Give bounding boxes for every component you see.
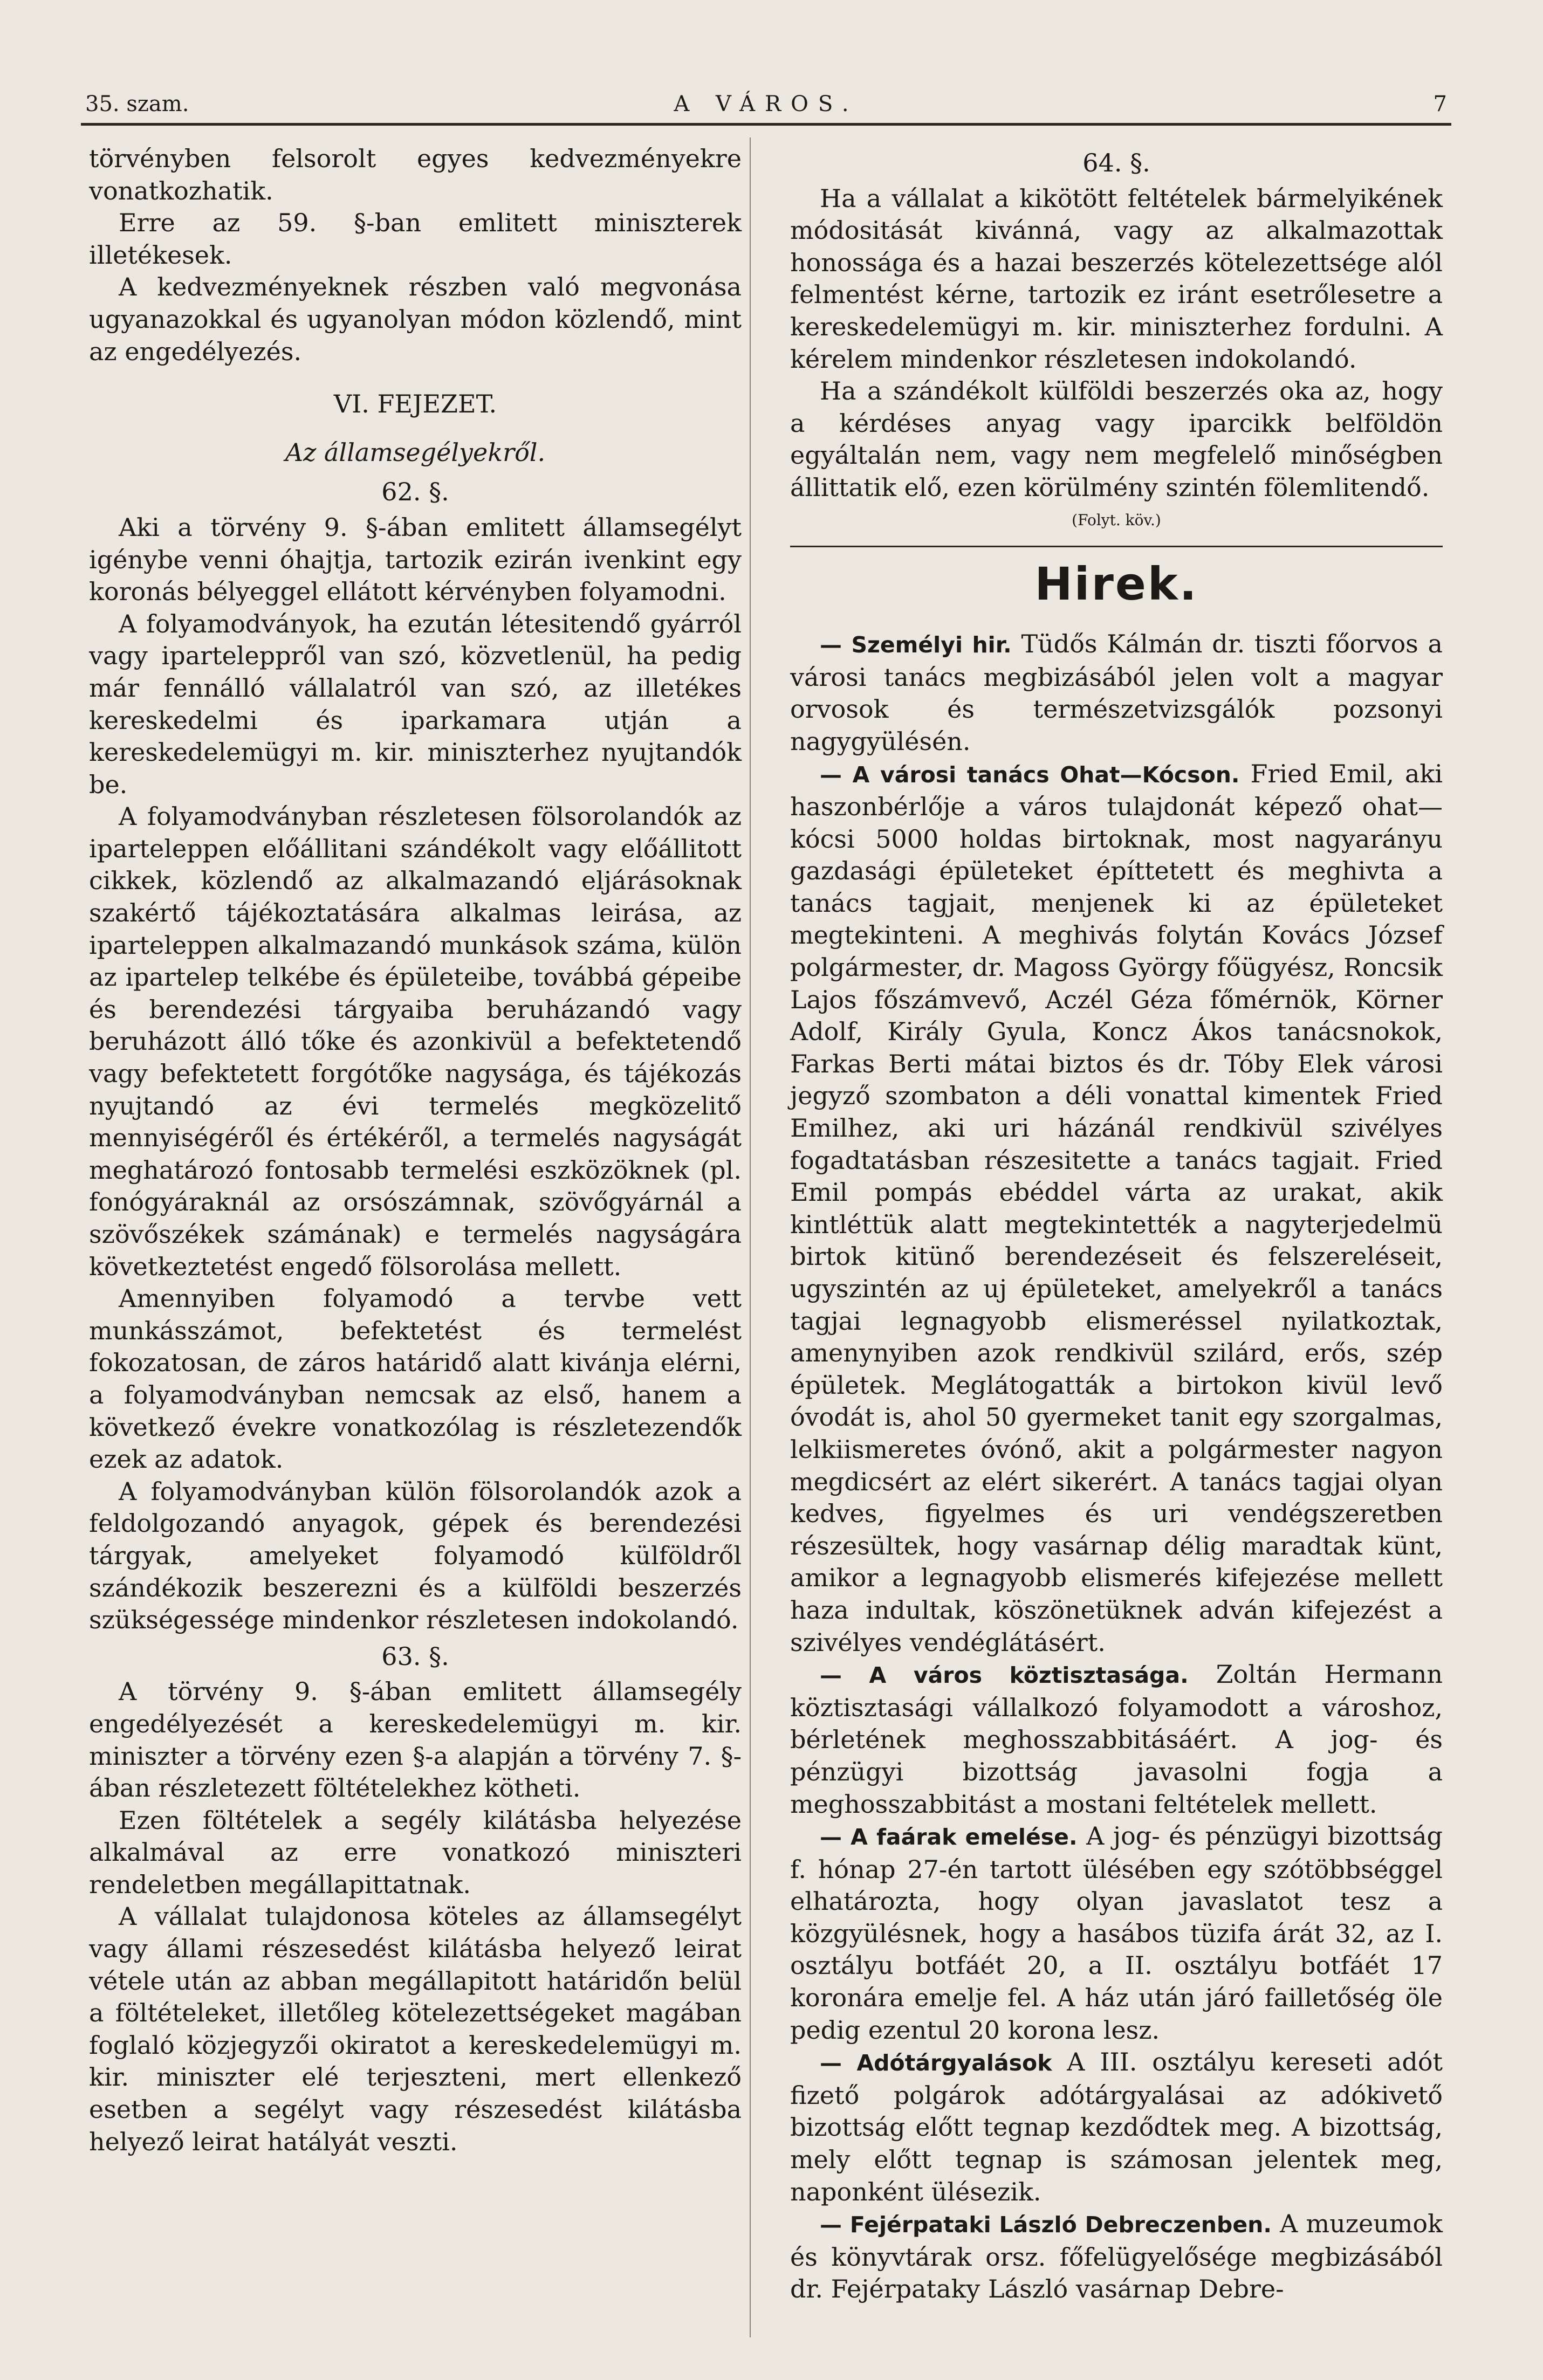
news-text: Tüdős Kálmán dr. tiszti főorvos a városi tanács megbizásából jelen volt a magyar orvosok és természetvizsgálók pozsonyi nagygyülésén. — [790, 629, 1443, 756]
news-lead: — A városi tanács Ohat—Kócson. — [820, 761, 1240, 788]
paragraph: A kedvezményeknek részben való megvonása ugyanazokkal és ugyanolyan módon közlendő, mint az engedélyezés. — [89, 272, 742, 366]
news-text: Fried Emil, aki haszonbérlője a város tulajdonát képező ohat—kócsi 5000 holdas birtoknak, most nagyarányu gazdasági épületeket építtetett és meghivta a tanács tagjait, menjenek ki az épületeket megtekinteni. A meghivás folytán Kovács József polgármester, dr. Magoss György főügyész, Roncsik Lajos főszámvevő, Aczél Géza főmérnök, Körner Adolf, Király Gyula, Koncz Ákos tanácsnokok, Farkas Berti mátai biztos és dr. Tóby Elek városi jegyző szombaton a déli vonattal kimentek Fried Emilhez, aki uri házánál rendkivül szivélyes fogadtatásban részesitette a tanács tagjait. Fried Emil pompás ebéddel várta az urakat, akik kintléttük alatt megtekintették a nagyterjedelmü birtok kitünő berendezéseit és felszereléseit, ugyszintén az uj épületeket, amelyekről a tanács tagjai legnagyobb elismeréssel nyilatkoztak, amenynyiben azok rendkivül szilárd, erős, szép épületek. Meglátogatták a birtokon kivül levő óvodát is, ahol 50 gyermeket tanit egy szorgalmas, lelkiismeretes óvónő, akit a polgármester nagyon megdicsért az elért sikerért. A tanács tagjai olyan kedves, figyelmes és uri vendégszeretben részesültek, hogy vasárnap délig maradtak künt, amikor a legnagyobb elismerés kifejezése mellett haza indultak, köszönetüknek adván kifejezést a szivélyes vendéglátásért. — [790, 759, 1443, 1657]
news-item — [790, 1820, 1443, 2046]
news-text: A jog- és pénzügyi bizottság f. hónap 27-én tartott ülésében egy szótöbbséggel elhatározta, hogy olyan javaslatot tesz a közgyülésnek, hogy a hasábos tüzifa árát 32, az I. osztályu botfáét 20, a II. osztályu botfáét 17 koronára emelje fel. A ház után járó failletőség öle pedig ezentul 20 korona lesz. — [790, 1821, 1443, 2045]
paragraph: A törvény 9. §-ában emlitett államsegély engedélyezését a kereskedelemügyi m. kir. miniszter a törvény ezen §-a alapján a törvény 7. §-ában részletezett föltételekhez kötheti. — [89, 1677, 742, 1803]
news-item — [790, 2208, 1443, 2306]
news-lead: — Adótárgyalások — [820, 2050, 1052, 2076]
news-text: Zoltán Hermann köztisztasági vállalkozó folyamodott a városhoz, bérletének meghosszabbitásáért. A jog- és pénzügyi bizottság javasolni fogja a meghosszabbitást a mostani feltételek mellett. — [790, 1660, 1443, 1819]
news-text: A muzeumok és könyvtárak orsz. főfelügyelősége megbizásából dr. Fejérpataky László vasárnap Debre- — [790, 2209, 1443, 2304]
newspaper-title: A VÁROS. — [674, 92, 859, 116]
paragraph: Amennyiben folyamodó a tervbe vett munkásszámot, befektetést és termelést fokozatosan, de záros határidő alatt kivánja elérni, a folyamodványban nemcsak az első, hanem a következő évekre vonatkozólag is részletezendők ezek az adatok. — [89, 1284, 742, 1474]
news-text: A III. osztályu kereseti adót fizető polgárok adótárgyalásai az adókivető bizottság előtt tegnap kezdődtek meg. A bizottság, mely előtt tegnap is számosan jelentek meg, naponként ülésezik. — [790, 2047, 1443, 2206]
chapter-heading: VI. FEJEZET. — [333, 389, 497, 419]
news-item — [790, 1659, 1443, 1820]
news-lead: — A város köztisztasága. — [820, 1662, 1189, 1689]
paragraph: Ezen föltételek a segély kilátásba helyezése alkalmával az erre vonatkozó miniszteri rendeletben megállapittatnak. — [89, 1805, 742, 1899]
continued-note: (Folyt. köv.) — [1072, 511, 1161, 529]
section-heading: 62. §. — [381, 477, 449, 507]
page-number: 7 — [1433, 92, 1447, 116]
news-lead: — A faárak emelése. — [820, 1824, 1078, 1851]
paragraph: Aki a törvény 9. §-ában emlitett államsegélyt igénybe venni óhajtja, tartozik ezirán ivenkint egy koronás bélyeggel ellátott kérvényben folyamodni. — [89, 512, 742, 607]
left-column — [89, 143, 742, 2158]
paragraph: törvényben felsorolt egyes kedvezményekre vonatkozhatik. — [89, 144, 742, 205]
page-header — [81, 92, 1451, 124]
news-lead: — Fejérpataki László Debreczenben. — [820, 2212, 1272, 2238]
news-item — [790, 2046, 1443, 2208]
paragraph: Ha a szándékolt külföldi beszerzés oka az, hogy a kérdéses anyag vagy iparcikk belföldön egyáltalán nem, vagy nem megfelelő minőségben állittatik elő, ezen körülmény szintén fölemlitendő. — [790, 376, 1443, 502]
issue-number: 35. szam. — [85, 92, 189, 116]
chapter-subtitle: Az államsegélyekről. — [285, 437, 546, 467]
news-item — [790, 628, 1443, 758]
column-divider — [750, 137, 751, 2337]
paragraph: A vállalat tulajdonosa köteles az államsegélyt vagy állami részesedést kilátásba helyező leirat vétele után az abban megállapitott határidőn belül a föltételeket, illetőleg kötelezettségeket magában foglaló közjegyzői okiratot a kereskedelemügyi m. kir. miniszter elé terjeszteni, mert ellenkező esetben a segélyt vagy részesedést kilátásba helyező leirat hatályát veszti. — [89, 1902, 742, 2156]
paragraph: A folyamodványok, ha ezután létesitendő gyárról vagy iparteleppről van szó, közvetlenül, ha pedig már fennálló vállalatról van szó, az illetékes kereskedelmi és iparkamara utján a kereskedelemügyi m. kir. miniszterhez nyujtandók be. — [89, 609, 742, 799]
paragraph: A folyamodványban külön fölsorolandók azok a feldolgozandó anyagok, gépek és berendezési tárgyak, amelyeket folyamodó külföldről szándékozik beszerezni és a külföldi beszerzés szükségessége mindenkor részletesen indokolandó. — [89, 1476, 742, 1635]
section-heading: 64. §. — [1082, 148, 1150, 177]
paragraph: Ha a vállalat a kikötött feltételek bármelyikének módositását kivánná, vagy az alkalmazottak honossága és a hazai beszerzés kötelezettsége alól felmentést kérne, tartozik ez iránt esetrőlesetre a kereskedelemügyi m. kir. miniszterhez fordulni. A kérelem mindenkor részletesen indokolandó. — [790, 183, 1443, 374]
right-column — [790, 143, 1443, 2306]
paragraph: Erre az 59. §-ban emlitett miniszterek illetékesek. — [89, 208, 742, 270]
news-heading: Hirek. — [1034, 558, 1198, 611]
paragraph: A folyamodványban részletesen fölsorolandók az iparteleppen előállitani szándékolt vagy előállitott cikkek, közlendő az alkalmazandó eljárásoknak szakértő tájékoztatására alkalmas leirása, az iparteleppen alkalmazandó munkások száma, külön az ipartelep telkébe és épületeibe, továbbá gépeibe és berendezési tárgyaiba beruházandó vagy beruházott álló tőke és azonkivül a befektetendő vagy befektetett forgótőke nagysága, és tájékozás nyujtandó az évi termelés megközelitő mennyiségéről és értékéről, a termelés nagyságát meghatározó fontosabb termelési eszközöknek (pl. fonógyáraknál az orsószámnak, szövőgyárnál a szövőszékek számának) e termelés nagyságára következtetést engedő fölsorolása mellett. — [89, 802, 742, 1281]
news-item — [790, 758, 1443, 1659]
section-heading: 63. §. — [381, 1641, 449, 1671]
section-rule — [790, 546, 1443, 547]
header-rule — [81, 123, 1451, 126]
news-lead: — Személyi hir. — [820, 632, 1012, 658]
